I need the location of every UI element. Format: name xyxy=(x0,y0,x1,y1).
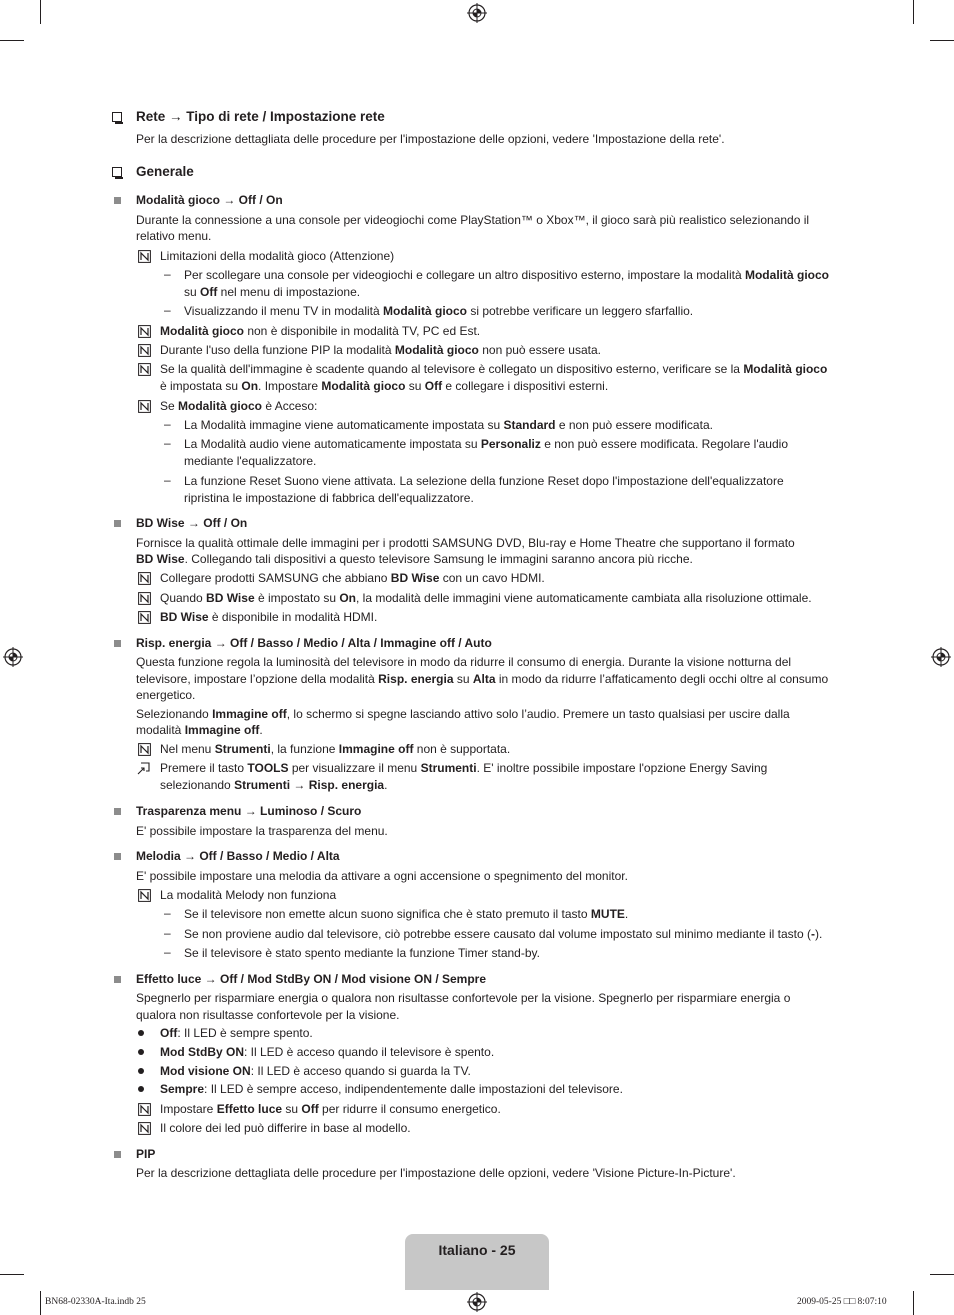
crop-mark xyxy=(913,1291,914,1315)
note-text: Se Modalità gioco è Acceso: xyxy=(160,399,318,413)
crop-mark xyxy=(40,1291,41,1315)
dash-text: Visualizzando il menu TV in modalità Modalità gioco si potrebbe verificare un leggero sfarfallio. xyxy=(184,304,694,318)
bullet-text: Mod StdBy ON: Il LED è acceso quando il televisore è spento. xyxy=(160,1045,495,1059)
page-number-tab xyxy=(405,1234,549,1290)
dash-text: Se il televisore non emette alcun suono significa che è stato premuto il tasto MUTE. xyxy=(184,907,629,921)
note-text: Nel menu Strumenti, la funzione Immagine off non è supportata. xyxy=(160,742,511,756)
item-title-effetto-luce: Effetto luce → Off / Mod StdBy ON / Mod visione ON / Sempre xyxy=(136,972,487,986)
crop-mark xyxy=(0,40,24,41)
note-text: BD Wise è disponibile in modalità HDMI. xyxy=(160,610,378,624)
item-title-trasparenza-menu: Trasparenza menu → Luminoso / Scuro xyxy=(136,804,362,818)
crop-mark xyxy=(40,0,41,24)
crop-mark xyxy=(913,0,914,24)
note-icon xyxy=(138,1103,151,1116)
item-text: Fornisce la qualità ottimale delle immagini per i prodotti SAMSUNG DVD, Blu-ray e Home Theatre che supportano il formato xyxy=(136,536,795,550)
bullet-text: Mod visione ON: Il LED è acceso quando si guarda la TV. xyxy=(160,1064,471,1078)
dash-text: Se non proviene audio dal televisore, ciò potrebbe essere causato dal volume impostato sul minimo mediante il tasto (-). xyxy=(184,927,823,941)
dash-text: mediante l'equalizzatore. xyxy=(184,454,317,468)
tip-text: Premere il tasto TOOLS per visualizzare il menu Strumenti. E' inoltre possibile impostare l'opzione Energy Saving xyxy=(160,761,768,775)
crop-mark xyxy=(0,1274,24,1275)
item-text: relativo menu. xyxy=(136,229,212,243)
bullet-text: Sempre: Il LED è sempre acceso, indipendentemente dalle impostazioni del televisore. xyxy=(160,1082,623,1096)
item-bullet-icon xyxy=(114,520,121,527)
item-bullet-icon xyxy=(114,640,121,647)
crop-mark xyxy=(930,1274,954,1275)
item-text: Selezionando Immagine off, lo schermo si spegne lasciando attivo solo l’audio. Premere un tasto qualsiasi per uscire dalla xyxy=(136,707,790,721)
item-text: Durante la connessione a una console per videogiochi come PlayStation™ o Xbox™, il gioco sarà più realistico selezionando il xyxy=(136,213,810,227)
registration-mark-icon xyxy=(3,647,23,667)
dash-bullet: – xyxy=(164,267,171,281)
section-checkbox-icon xyxy=(112,167,122,177)
note-icon xyxy=(138,611,151,624)
note-text: Modalità gioco non è disponibile in modalità TV, PC ed Est. xyxy=(160,324,481,338)
note-icon xyxy=(138,400,151,413)
item-text: modalità Immagine off. xyxy=(136,723,263,737)
note-icon xyxy=(138,592,151,605)
item-bullet-icon xyxy=(114,808,121,815)
note-icon xyxy=(138,325,151,338)
note-text: Limitazioni della modalità gioco (Attenzione) xyxy=(160,249,395,263)
dash-text: Per scollegare una console per videogiochi e collegare un altro dispositivo esterno, impostare la modalità Modalità gioco xyxy=(184,268,829,282)
tools-icon xyxy=(137,762,150,775)
note-icon xyxy=(138,344,151,357)
note-text: Il colore dei led può differire in base al modello. xyxy=(160,1121,411,1135)
note-text: La modalità Melody non funziona xyxy=(160,888,337,902)
registration-mark-icon xyxy=(467,1292,487,1312)
item-bullet-icon xyxy=(114,853,121,860)
section-title-generale: Generale xyxy=(136,164,194,179)
section-checkbox-icon xyxy=(112,112,122,122)
bullet-dot xyxy=(138,1049,144,1055)
note-text: Collegare prodotti SAMSUNG che abbiano BD Wise con un cavo HDMI. xyxy=(160,571,545,585)
note-icon xyxy=(138,743,151,756)
item-text: qualora non risultasse confortevole per la visione. xyxy=(136,1008,400,1022)
dash-text: ripristina le impostazione di fabbrica dell'equalizzatore. xyxy=(184,491,474,505)
item-text: E' possibile impostare una melodia da attivare a ogni accensione o spegnimento del monitor. xyxy=(136,869,628,883)
registration-mark-icon xyxy=(931,647,951,667)
item-text: Per la descrizione dettagliata delle procedure per l'impostazione delle opzioni, vedere 'Visione Picture-In-Picture'. xyxy=(136,1166,736,1180)
dash-text: Se il televisore è stato spento mediante la funzione Timer stand-by. xyxy=(184,946,540,960)
item-title-bd-wise: BD Wise → Off / On xyxy=(136,516,248,530)
dash-bullet: – xyxy=(164,436,171,450)
dash-bullet: – xyxy=(164,906,171,920)
item-bullet-icon xyxy=(114,197,121,204)
note-icon xyxy=(138,363,151,376)
dash-text: La Modalità audio viene automaticamente impostata su Personaliz e non può essere modificata. Regolare l'audio xyxy=(184,437,788,451)
note-text: Impostare Effetto luce su Off per ridurre il consumo energetico. xyxy=(160,1102,501,1116)
bullet-dot xyxy=(138,1086,144,1092)
note-icon xyxy=(138,250,151,263)
item-title-risp-energia: Risp. energia → Off / Basso / Medio / Alta / Immagine off / Auto xyxy=(136,636,492,650)
footer-timestamp: 2009-05-25 □□ 8:07:10 xyxy=(797,1297,887,1307)
bullet-dot xyxy=(138,1068,144,1074)
tip-text: selezionando Strumenti → Risp. energia. xyxy=(160,778,388,792)
note-icon xyxy=(138,889,151,902)
item-title-melodia: Melodia → Off / Basso / Medio / Alta xyxy=(136,849,340,863)
bullet-dot xyxy=(138,1030,144,1036)
note-text: Quando BD Wise è impostato su On, la modalità delle immagini viene automaticamente cambiata alla risoluzione ottimale. xyxy=(160,591,812,605)
dash-text: La Modalità immagine viene automaticamente impostata su Standard e non può essere modificata. xyxy=(184,418,713,432)
item-text: E' possibile impostare la trasparenza del menu. xyxy=(136,824,388,838)
item-text: energetico. xyxy=(136,688,196,702)
dash-bullet: – xyxy=(164,303,171,317)
dash-bullet: – xyxy=(164,417,171,431)
item-text: Spegnerlo per risparmiare energia o qualora non risultasse confortevole per la visione. Spegnerlo per risparmiare energia o xyxy=(136,991,791,1005)
item-title-modalita-gioco: Modalità gioco → Off / On xyxy=(136,193,283,207)
section-text: Per la descrizione dettagliata delle procedure per l'impostazione delle opzioni, vedere 'Impostazione della rete'. xyxy=(136,132,725,146)
item-bullet-icon xyxy=(114,976,121,983)
dash-bullet: – xyxy=(164,945,171,959)
crop-mark xyxy=(930,40,954,41)
note-text: è impostata su On. Impostare Modalità gioco su Off e collegare i dispositivi esterni. xyxy=(160,379,609,393)
section-title-rete: Rete → Tipo di rete / Impostazione rete xyxy=(136,109,385,124)
note-icon xyxy=(138,1122,151,1135)
note-text: Se la qualità dell'immagine è scadente quando al televisore è collegato un dispositivo esterno, verificare se la Modalità gioco xyxy=(160,362,828,376)
registration-mark-icon xyxy=(467,3,487,23)
item-bullet-icon xyxy=(114,1151,121,1158)
dash-text: La funzione Reset Suono viene attivata. La selezione della funzione Reset dopo l'impostazione dell'equalizzatore xyxy=(184,474,784,488)
bullet-text: Off: Il LED è sempre spento. xyxy=(160,1026,313,1040)
item-text: Questa funzione regola la luminosità del televisore in modo da ridurre il consumo di energia. Durante la visione notturna del xyxy=(136,655,792,669)
note-icon xyxy=(138,572,151,585)
dash-bullet: – xyxy=(164,926,171,940)
page-number-label: Italiano - 25 xyxy=(438,1242,516,1258)
dash-text: su Off nel menu di impostazione. xyxy=(184,285,361,299)
item-text: BD Wise. Collegando tali dispositivi a questo televisore Samsung le immagini saranno ancora più ricche. xyxy=(136,552,693,566)
item-title-pip: PIP xyxy=(136,1147,156,1161)
note-text: Durante l'uso della funzione PIP la modalità Modalità gioco non può essere usata. xyxy=(160,343,601,357)
footer-file-name: BN68-02330A-Ita.indb 25 xyxy=(45,1297,146,1307)
item-text: televisore, impostare l’opzione della modalità Risp. energia su Alta in modo da ridurre l’affaticamento degli occhi oltre al consumo xyxy=(136,672,829,686)
dash-bullet: – xyxy=(164,473,171,487)
